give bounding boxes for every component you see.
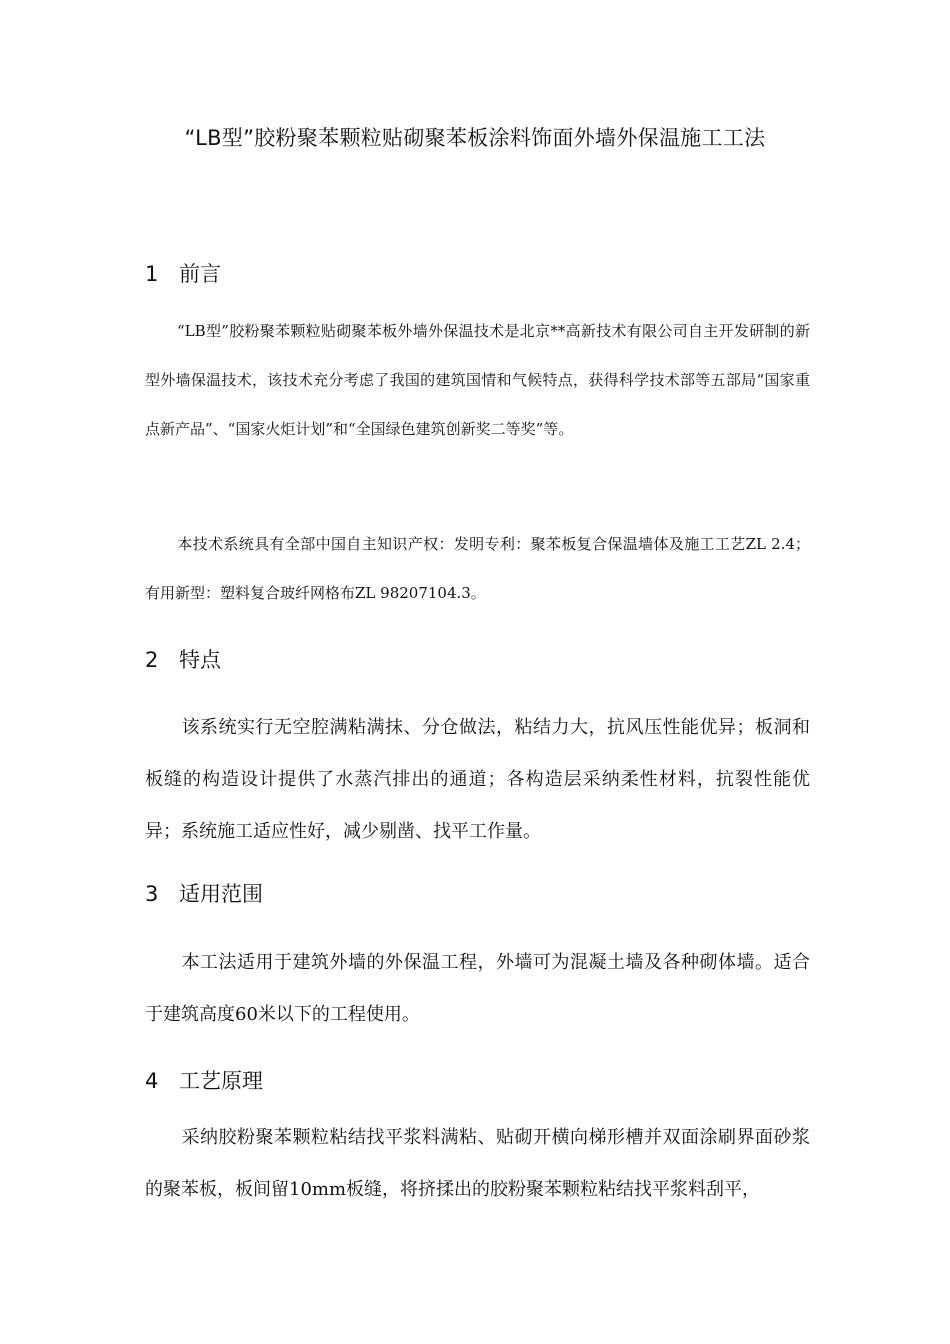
paragraph-preface-2 [145,520,810,618]
paragraph-features [145,702,810,858]
paragraph-scope [145,937,810,1041]
section-title: 前言 [179,262,221,286]
paragraph-principle [145,1112,810,1216]
section-heading-4 [145,1065,263,1095]
section-title: 适用范围 [179,882,263,906]
paragraph-text: 该系统实行无空腔满粘满抹、分仓做法，粘结力大，抗风压性能优异；板洞和板缝的构造设计提供了水蒸汽排出的通道；各构造层采纳柔性材料，抗裂性能优异；系统施工适应性好，减少剔凿、找平工作量。 [145,717,810,842]
section-number: 4 [145,1069,159,1093]
paragraph-text: 本工法适用于建筑外墙的外保温工程，外墙可为混凝土墙及各种砌体墙。适合于建筑高度60米以下的工程使用。 [145,952,810,1025]
section-number: 3 [145,882,159,906]
paragraph-text: 本技术系统具有全部中国自主知识产权：发明专利：聚苯板复合保温墙体及施工工艺ZL 2.4；有用新型：塑料复合玻纤网格布ZL 98207104.3。 [145,535,810,602]
paragraph-text: “LB型”胶粉聚苯颗粒贴砌聚苯板外墙外保温技术是北京**高新技术有限公司自主开发研制的新型外墙保温技术，该技术充分考虑了我国的建筑国情和气候特点，获得科学技术部等五部局“国家重点新产品”、“国家火炬计划”和“全国绿色建筑创新奖二等奖”等。 [145,322,810,438]
section-heading-1 [145,258,221,288]
section-heading-3 [145,878,263,908]
section-title: 特点 [179,648,221,672]
paragraph-text: 采纳胶粉聚苯颗粒粘结找平浆料满粘、贴砌开横向梯形槽并双面涂刷界面砂浆的聚苯板，板间留10mm板缝，将挤揉出的胶粉聚苯颗粒粘结找平浆料刮平， [145,1127,810,1200]
section-heading-2 [145,644,221,674]
paragraph-preface-1 [145,307,810,454]
section-number: 1 [145,262,159,286]
document-title: “LB型”胶粉聚苯颗粒贴砌聚苯板涂料饰面外墙外保温施工工法 [184,126,766,150]
section-number: 2 [145,648,159,672]
section-title: 工艺原理 [179,1069,263,1093]
